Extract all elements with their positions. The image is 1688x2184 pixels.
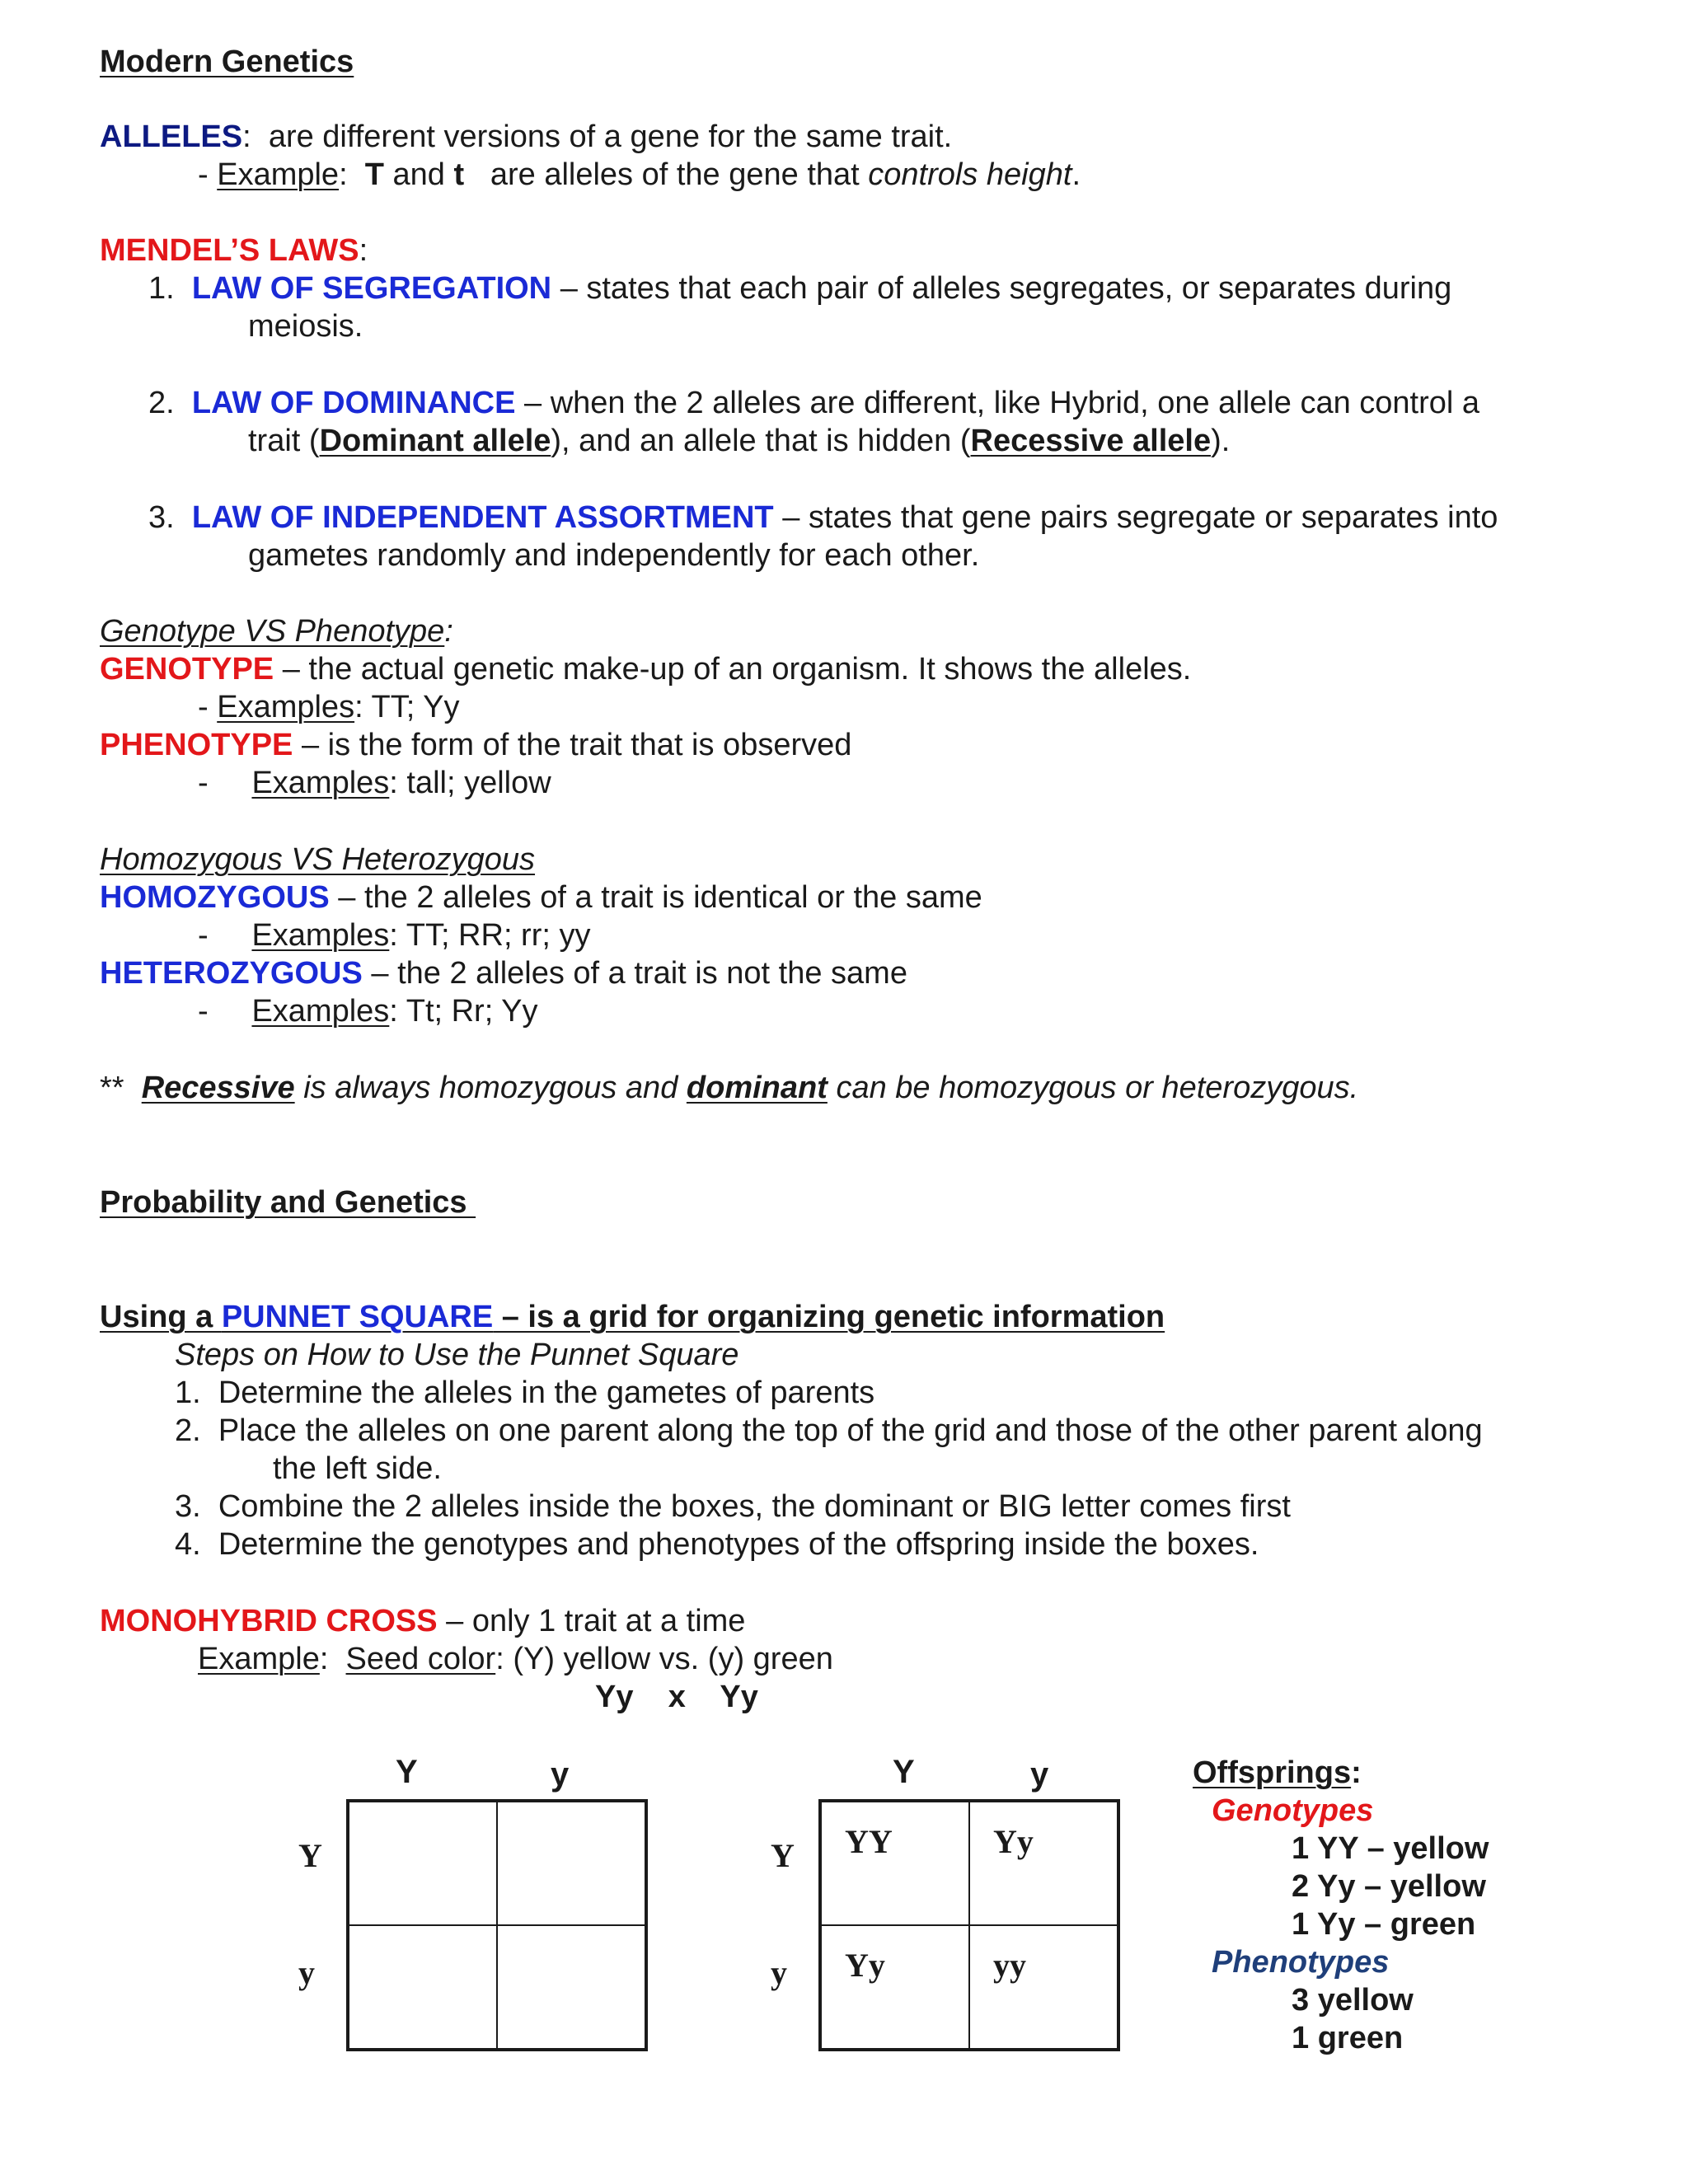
offsprings-heading [1193, 1754, 1362, 1792]
and-word: and [392, 157, 445, 192]
law-name: LAW OF DOMINANCE [191, 386, 516, 420]
grid-cell-Yy [821, 1925, 969, 2049]
colon: : [1351, 1755, 1362, 1790]
law-text: – when the 2 alleles are different, like Hybrid, one allele can control a [524, 386, 1480, 420]
examples-values: : tall; yellow [389, 766, 551, 800]
period: . [1071, 157, 1081, 192]
genotype-def: – the actual genetic make-up of an organism. It shows the alleles. [282, 652, 1192, 687]
step-2 [175, 1412, 1483, 1450]
note-end: can be homozygous or heterozygous. [836, 1071, 1359, 1105]
law-3 [148, 499, 1498, 537]
seed-color-label: Seed color [345, 1642, 496, 1676]
law-text: – states that each pair of alleles segregates, or separates during [560, 271, 1452, 306]
homozygous-term: HOMOZYGOUS [100, 880, 330, 915]
filled-punnett-square [818, 1799, 1120, 2051]
geno-pheno-subheading-text: Genotype VS Phenotype [100, 614, 445, 649]
empty-punnett-square [346, 1799, 648, 2051]
dash: - [198, 766, 209, 800]
step-3 [175, 1488, 1291, 1526]
step-1 [175, 1374, 874, 1412]
colon: : [359, 233, 368, 268]
grid-cell-Yy [969, 1802, 1118, 1925]
genotype-examples [198, 688, 459, 726]
example-italic: controls height [868, 157, 1072, 192]
cell-genotype: YY [845, 1823, 893, 1860]
grid-cell [349, 1802, 497, 1925]
grid-cell-yy [969, 1925, 1118, 2049]
genotype-definition [100, 650, 1191, 688]
dominant-allele-term: Dominant allele [319, 424, 551, 458]
mendel-heading [100, 232, 368, 269]
note-mid: is always homozygous and [303, 1071, 678, 1105]
homozygous-definition [100, 879, 982, 916]
punnett-square-term: PUNNET SQUARE [221, 1300, 494, 1334]
homo-hetero-subheading: Homozygous VS Heterozygous [100, 842, 536, 877]
cell-genotype: Yy [845, 1947, 885, 1984]
monohybrid-definition [100, 1602, 745, 1640]
examples-values: : TT; RR; rr; yy [389, 918, 591, 953]
grid-cell [349, 1925, 497, 2049]
punnett-heading-c: – is a grid for organizing genetic information [493, 1300, 1165, 1334]
law-1 [148, 269, 1451, 307]
dash: - [198, 994, 209, 1029]
examples-label: Examples [251, 994, 390, 1029]
recessive-allele-term: Recessive allele [970, 424, 1212, 458]
heterozygous-examples [198, 992, 537, 1030]
note-stars: ** [100, 1071, 124, 1105]
law-name: LAW OF INDEPENDENT ASSORTMENT [191, 500, 774, 535]
recessive-dominant-note [100, 1069, 1358, 1107]
phenotype-result: 1 green [1292, 2021, 1404, 2055]
heterozygous-term: HETEROZYGOUS [100, 956, 363, 991]
alleles-example [198, 156, 1081, 194]
empty-grid-top-label: y [551, 1756, 570, 1793]
law-2-cont [248, 422, 1230, 460]
law-num: 3. [148, 500, 175, 535]
law-2 [148, 384, 1479, 422]
step-text: Determine the alleles in the gametes of parents [218, 1376, 875, 1410]
law-3-cont: gametes randomly and independently for each other. [248, 538, 980, 573]
examples-label: Examples [217, 690, 355, 724]
genotype-result: 2 Yy – yellow [1292, 1869, 1486, 1904]
phenotypes-label: Phenotypes [1212, 1945, 1390, 1980]
colon: : [444, 614, 453, 649]
empty-grid-top-label: Y [396, 1754, 418, 1790]
geno-pheno-subheading [100, 612, 453, 650]
mendel-heading-text: MENDEL’S LAWS [100, 233, 359, 268]
cell-genotype: yy [993, 1947, 1026, 1984]
alleles-def-text: are different versions of a gene for the same trait. [268, 120, 953, 154]
parent-2-genotype: Yy [720, 1680, 758, 1714]
step-text: Place the alleles on one parent along the top of the grid and those of the other parent along [218, 1413, 1483, 1448]
heterozygous-def: – the 2 alleles of a trait is not the same [371, 956, 907, 991]
law-2-cont-e: ). [1211, 424, 1231, 458]
grid-cell-YY [821, 1802, 969, 1925]
phenotype-term: PHENOTYPE [100, 728, 293, 762]
step-num: 4. [175, 1527, 201, 1562]
allele-T: T [364, 157, 384, 192]
alleles-definition [100, 118, 952, 156]
law-num: 2. [148, 386, 175, 420]
allele-t: t [453, 157, 465, 192]
punnett-heading-a: Using a [100, 1300, 222, 1334]
examples-label: Examples [251, 918, 390, 953]
empty-grid-side-label: y [298, 1954, 315, 1991]
dash: - [198, 690, 209, 724]
cell-genotype: Yy [993, 1823, 1034, 1860]
law-name: LAW OF SEGREGATION [191, 271, 552, 306]
examples-values: : TT; Yy [354, 690, 460, 724]
cross-notation [595, 1678, 758, 1716]
page-title: Modern Genetics [100, 45, 354, 79]
example-label: Example [217, 157, 340, 192]
law-num: 1. [148, 271, 175, 306]
seed-color-rest: : (Y) yellow vs. (y) green [495, 1642, 833, 1676]
homozygous-examples [198, 916, 590, 954]
monohybrid-def: – only 1 trait at a time [446, 1604, 746, 1638]
filled-grid-side-label: y [771, 1954, 787, 1991]
law-2-cont-c: ), and an allele that is hidden ( [551, 424, 971, 458]
dash: - [198, 918, 209, 953]
colon: : [319, 1642, 329, 1676]
monohybrid-example [198, 1640, 833, 1678]
alleles-colon: : [242, 120, 251, 154]
punnett-heading [100, 1298, 1165, 1336]
grid-cell [497, 1802, 645, 1925]
example-rest: are alleles of the gene that [490, 157, 860, 192]
examples-label: Examples [251, 766, 390, 800]
heterozygous-definition [100, 954, 907, 992]
step-num: 2. [175, 1413, 201, 1448]
note-recessive: Recessive [141, 1071, 295, 1105]
phenotype-def: – is the form of the trait that is observed [301, 728, 852, 762]
phenotype-examples [198, 764, 551, 802]
monohybrid-term: MONOHYBRID CROSS [100, 1604, 438, 1638]
step-2-cont: the left side. [273, 1451, 442, 1486]
law-2-cont-a: trait ( [248, 424, 320, 458]
dash: - [198, 157, 209, 192]
offsprings-heading-text: Offsprings [1193, 1755, 1352, 1790]
filled-grid-top-label: y [1030, 1756, 1049, 1793]
cross-symbol: x [668, 1680, 686, 1714]
empty-grid-side-label: Y [298, 1837, 322, 1874]
genotype-result: 1 Yy – green [1292, 1907, 1476, 1942]
note-dominant: dominant [686, 1071, 828, 1105]
law-text: – states that gene pairs segregate or separates into [782, 500, 1498, 535]
genotype-result: 1 YY – yellow [1292, 1831, 1489, 1866]
grid-cell [497, 1925, 645, 2049]
genotypes-label: Genotypes [1212, 1793, 1374, 1828]
probability-heading: Probability and Genetics [100, 1185, 476, 1220]
alleles-term: ALLELES [100, 120, 243, 154]
phenotype-definition [100, 726, 851, 764]
step-text: Combine the 2 alleles inside the boxes, the dominant or BIG letter comes first [218, 1489, 1291, 1524]
step-text: Determine the genotypes and phenotypes of the offspring inside the boxes. [218, 1527, 1259, 1562]
homozygous-def: – the 2 alleles of a trait is identical or the same [338, 880, 982, 915]
step-4 [175, 1526, 1259, 1563]
step-num: 3. [175, 1489, 201, 1524]
steps-title: Steps on How to Use the Punnet Square [175, 1338, 739, 1372]
filled-grid-side-label: Y [771, 1837, 795, 1874]
colon: : [339, 157, 348, 192]
law-1-cont: meiosis. [248, 309, 363, 344]
step-num: 1. [175, 1376, 201, 1410]
filled-grid-top-label: Y [893, 1754, 915, 1790]
example-label: Example [198, 1642, 320, 1676]
genotype-term: GENOTYPE [100, 652, 274, 687]
phenotype-result: 3 yellow [1292, 1983, 1414, 2018]
parent-1-genotype: Yy [595, 1680, 634, 1714]
examples-values: : Tt; Rr; Yy [389, 994, 538, 1029]
